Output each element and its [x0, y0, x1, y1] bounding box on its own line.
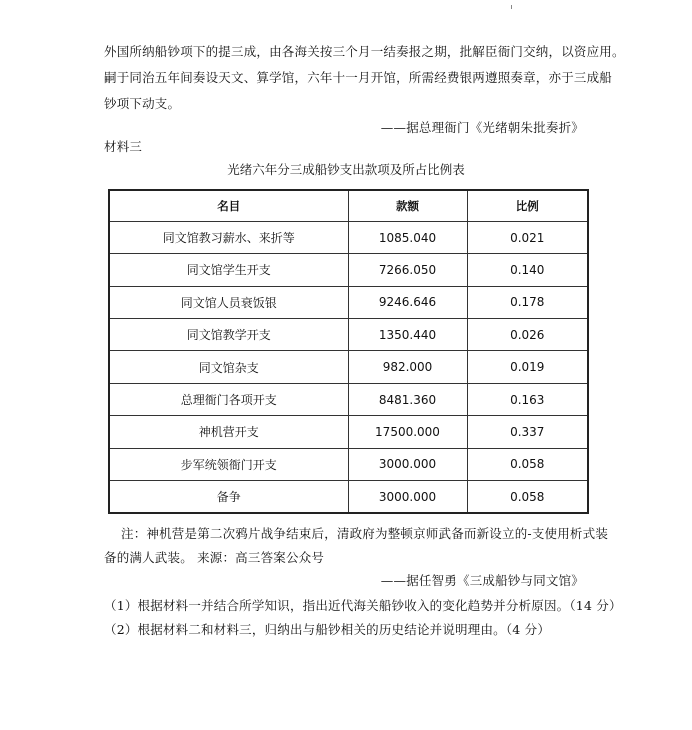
cell-ratio: 0.163: [467, 383, 588, 415]
cell-ratio: 0.058: [467, 481, 588, 514]
cell-amount: 8481.360: [348, 383, 467, 415]
cell-amount: 3000.000: [348, 481, 467, 514]
cell-name: 同文馆人员衰饭银: [109, 286, 348, 318]
source-citation-2: ——据任智勇《三成船钞与同文馆》: [380, 573, 584, 588]
intro-line-3: 钞项下动支。: [104, 96, 181, 111]
expense-table: [108, 189, 589, 514]
intro-line-1: 外国所纳船钞项下的提三成，由各海关按三个月一结奏报之期，批解臣衙门交纳，以资应用。: [104, 44, 625, 59]
table-row: [109, 383, 588, 415]
cell-name: 神机营开支: [109, 416, 348, 448]
table-header-row: [109, 190, 588, 221]
table-row: [109, 286, 588, 318]
cell-name: 备争: [109, 481, 348, 514]
cell-ratio: 0.021: [467, 221, 588, 253]
cell-amount: 7266.050: [348, 254, 467, 286]
table-row: [109, 481, 588, 514]
note-line-2: 备的满人武装。 来源：高三答案公众号: [104, 550, 325, 565]
cell-ratio: 0.178: [467, 286, 588, 318]
intro-line-2: 嗣于同治五年间奏设天文、算学馆，六年十一月开馆，所需经费银两遵照奏章，亦于三成船: [104, 70, 613, 85]
material-three-label: 材料三: [104, 139, 143, 154]
table-row: [109, 351, 588, 383]
cell-amount: 1085.040: [348, 221, 467, 253]
cell-ratio: 0.058: [467, 448, 588, 480]
cell-name: 同文馆杂支: [109, 351, 348, 383]
cell-name: 同文馆教习薪水、来折等: [109, 221, 348, 253]
table-row: [109, 448, 588, 480]
cell-ratio: 0.140: [467, 254, 588, 286]
cell-ratio: 0.026: [467, 319, 588, 351]
cell-amount: 17500.000: [348, 416, 467, 448]
source-citation-1: ——据总理衙门《光绪朝朱批奏折》: [380, 120, 584, 135]
cell-name: 同文馆学生开支: [109, 254, 348, 286]
table-row: [109, 319, 588, 351]
cell-ratio: 0.337: [467, 416, 588, 448]
question-1: （1）根据材料一并结合所学知识，指出近代海关船钞收入的变化趋势并分析原因。（14 分）: [104, 598, 622, 613]
table-row: [109, 254, 588, 286]
scan-mark: [511, 5, 512, 9]
cell-name: 总理衙门各项开支: [109, 383, 348, 415]
header-amount: 款额: [348, 190, 467, 221]
note-line-1: 注：神机营是第二次鸦片战争结束后，清政府为整顿京师武备而新设立的-支使用析式装: [121, 526, 609, 541]
header-ratio: 比例: [467, 190, 588, 221]
question-2: （2）根据材料二和材料三，归纳出与船钞相关的历史结论并说明理由。（4 分）: [104, 622, 551, 637]
header-name: 名目: [109, 190, 348, 221]
table-row: [109, 416, 588, 448]
cell-amount: 3000.000: [348, 448, 467, 480]
table-row: [109, 221, 588, 253]
cell-ratio: 0.019: [467, 351, 588, 383]
cell-name: 步军统领衙门开支: [109, 448, 348, 480]
cell-amount: 1350.440: [348, 319, 467, 351]
cell-amount: 982.000: [348, 351, 467, 383]
cell-name: 同文馆教学开支: [109, 319, 348, 351]
cell-amount: 9246.646: [348, 286, 467, 318]
table-caption: 光绪六年分三成船钞支出款项及所占比例表: [227, 162, 465, 177]
